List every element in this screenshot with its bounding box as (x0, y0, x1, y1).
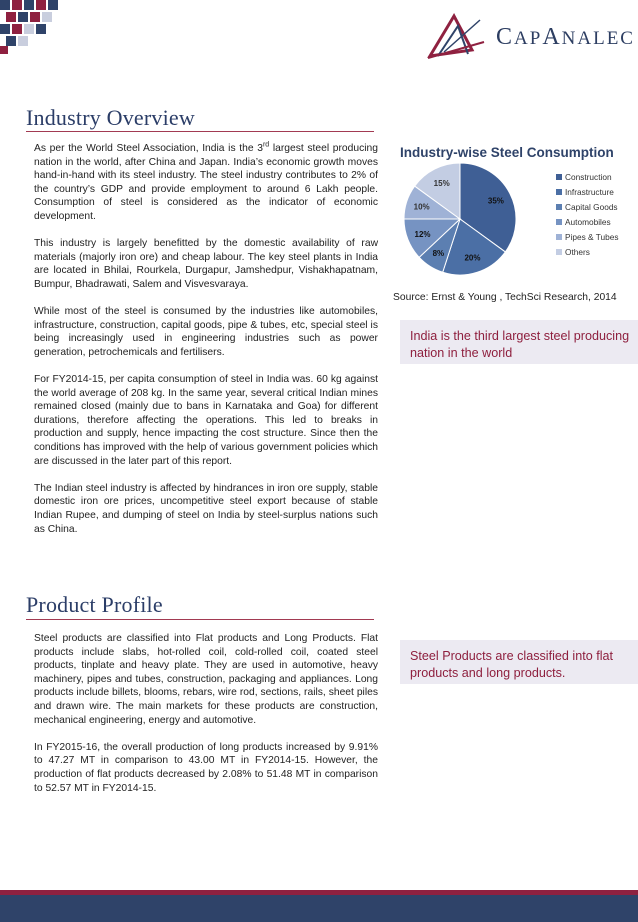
product-paragraph: Steel products are classified into Flat products and Long Products. Flat products include slabs, hot-rolled coil, cold-rolled coil, coated steel products, tinplate and heavy plate. They are used in automotive, heavy machinery, pipes and tubes, construction, packaging and appliances. Long products include billets, blooms, rebars, wire rod, sections, rails, sheet piles and drawn wire. The main markets for these products are construction, mechanical engineering, energy and automotive. (34, 633, 378, 726)
footer-accent-stripe (0, 890, 638, 895)
product-profile-body (34, 632, 378, 809)
section-divider (26, 131, 374, 132)
legend-entry: Infrastructure (565, 187, 614, 197)
industry-overview-title: Industry Overview (26, 105, 195, 130)
section-divider (26, 619, 374, 620)
chart-source: Source: Ernst & Young , TechSci Research, 2014 (393, 292, 617, 303)
overview-paragraph: This industry is largely benefitted by the domestic availability of raw materials (majorly iron ore) and cheap labour. The key steel plants in India are located in Bhilai, Rourkela, Durgapur, Jamshedpur, Vishakhapatnam, Bumpur, Bhadrawati, Salem and Visvesvaraya. (34, 238, 378, 290)
legend-swatch (556, 219, 562, 225)
overview-paragraph: While most of the steel is consumed by the industries like automobiles, infrastructure, construction, capital goods, pipe & tubes, etc, special steel is being increasingly used in engineering industries such as power generation, petrochemicals and fertilisers. (34, 306, 378, 358)
product-profile-title: Product Profile (26, 592, 163, 617)
overview-paragraph: The Indian steel industry is affected by hindrances in iron ore supply, stable domestic iron ore prices, uncompetitive steel export because of stable Indian Rupee, and dumping of steel on India by steel-surplus nations such as China. (34, 482, 378, 535)
legend-swatch (556, 189, 562, 195)
corner-mosaic-decoration (0, 0, 64, 54)
page-footer-band (0, 890, 638, 922)
pie-slice-label: 8% (432, 249, 445, 259)
legend-entry: Capital Goods (565, 202, 618, 212)
callout-india-rank: India is the third largest steel producing nation in the world (400, 320, 638, 364)
steel-consumption-pie-chart (398, 140, 630, 280)
overview-paragraph: For FY2014-15, per capita consumption of steel in India was. 60 kg against the world average of 208 kg. In the same year, several critical Indian mines remained closed (mainly due to bans in Karnataka and Goa) for different durations, therefore affecting the operations. This led to breaks in production and supply, hence impacting the cost structure. Since then the conditions has improved with the help of various government policies which are discussed in the later part of this report. (34, 374, 378, 467)
legend-entry: Automobiles (565, 217, 611, 227)
product-paragraph: In FY2015-16, the overall production of long products increased by 9.91% to 47.27 MT in comparison to 43.00 MT in FY2014-15. However, the production of flat products decreased by 2.08% to 51.48 MT in comparison to 52.57 MT in FY2014-15. (34, 741, 378, 794)
pie-slice-label: 35% (487, 196, 504, 206)
legend-swatch (556, 234, 562, 240)
chart-title: Industry-wise Steel Consumption (400, 145, 614, 160)
legend-swatch (556, 204, 562, 210)
pie-slice-label: 20% (464, 253, 481, 263)
overview-paragraph: As per the World Steel Association, India is the 3rd largest steel producing nation in the world, after China and Japan. India’s economic growth moves hand-in-hand with its steel industry. The steel industry contributes to 2% of the country’s GDP and provide employment to around 6 Lakh people. Consumption of steel is considered as the indicator of economic development. (34, 141, 379, 222)
pie-slice-label: 15% (433, 179, 450, 189)
legend-swatch (556, 174, 562, 180)
pie-slice-label: 10% (413, 202, 430, 212)
callout-product-classification: Steel Products are classified into flat products and long products. (400, 640, 638, 684)
brand-name: CAPANALEC (496, 24, 635, 50)
legend-entry: Construction (565, 172, 612, 182)
legend-entry: Others (565, 247, 590, 257)
legend-swatch (556, 249, 562, 255)
pie-slice-label: 12% (414, 229, 431, 239)
legend-entry: Pipes & Tubes (565, 232, 619, 242)
industry-overview-body (34, 142, 378, 550)
